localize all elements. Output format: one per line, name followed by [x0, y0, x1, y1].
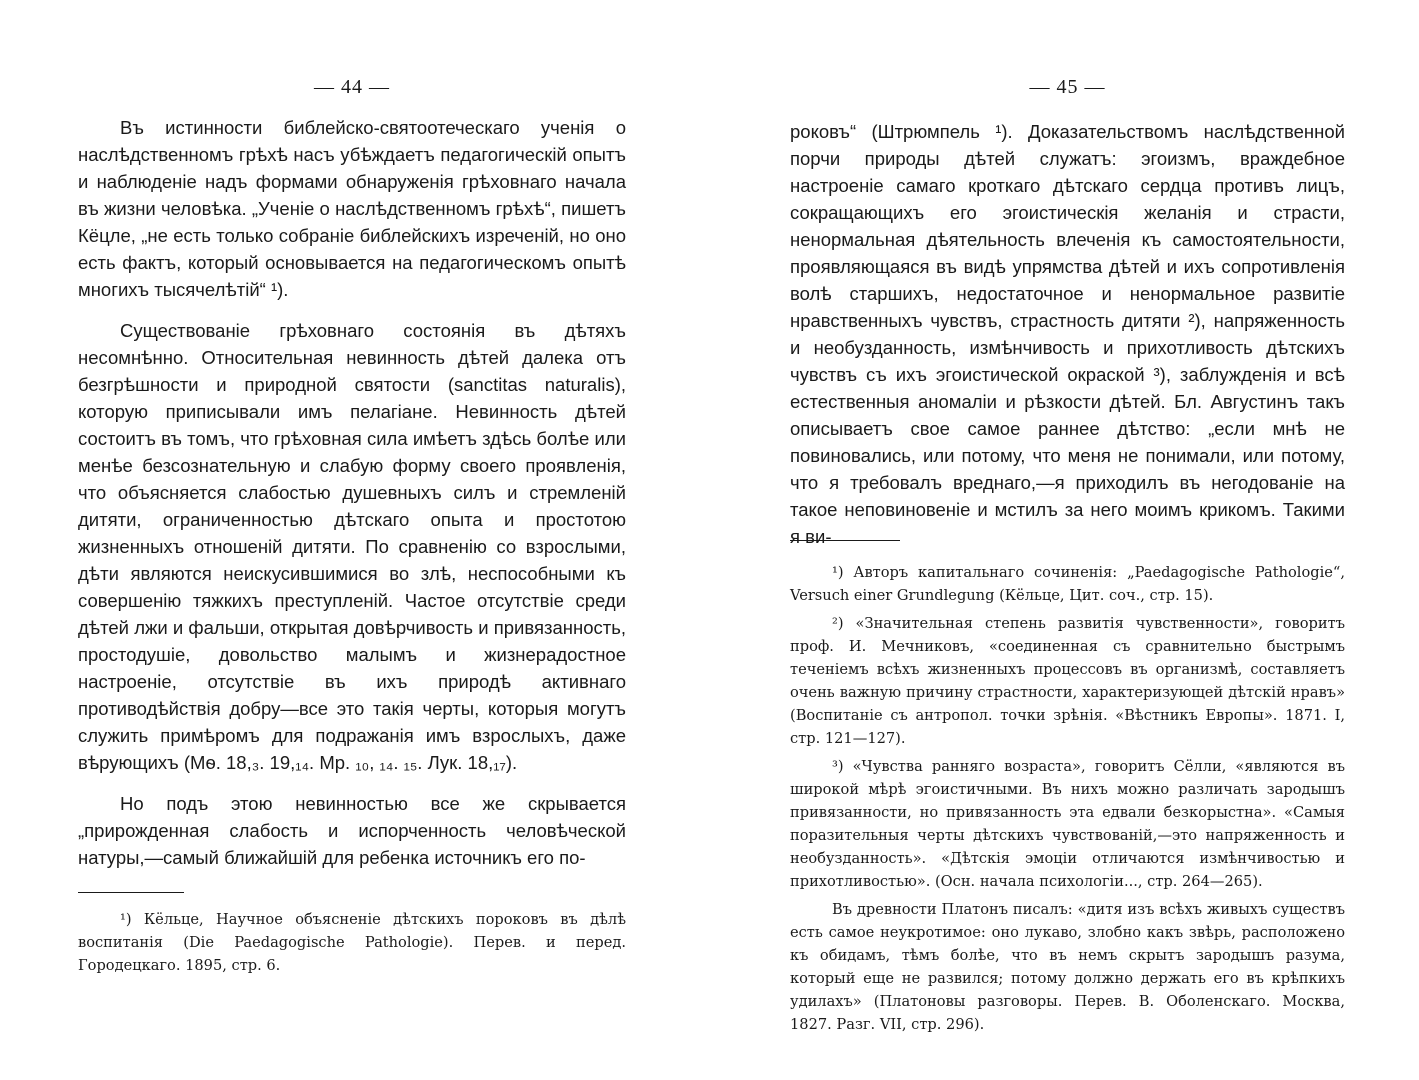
footnote: Въ древности Платонъ писалъ: «дитя изъ всѣхъ живыхъ существъ есть самое неукротимое: оно лукаво, злобно какъ звѣрь, расположено къ обидамъ, тѣмъ болѣе, что въ немъ скрытъ зародышъ разума, который еще не развился; потому должно держать его въ крѣпкихъ удилахъ» (Платоновы разговоры. Перев. В. Оболенскаго. Москва, 1827. Разг. VII, стр. 296).	[790, 901, 1345, 1033]
footnote: ²) «Значительная степень развитія чувственности», говоритъ проф. И. Мечниковъ, «соединенная съ сравнительно быстрымъ теченіемъ всѣхъ жизненныхъ процессовъ въ организмѣ, составляетъ очень важную причину страстности, характеризующей дѣтскій нравъ» (Воспитаніе съ антропол. точки зрѣнія. «Вѣстникъ Европы». 1871. I, стр. 121—127).	[790, 615, 1345, 747]
footnote: ³) «Чувства ранняго возраста», говоритъ Сёлли, «являются въ широкой мѣрѣ эгоистичными. Въ нихъ можно различать зародышъ привязанности, но привязанность эта едвали безкорыстна». «Самыя поразительныя черты дѣтскихъ чувствованій,—это напряженность и необузданность». «Дѣтскія эмоціи отличаются измѣнчивостью и прихотливостью». (Осн. начала психологіи..., стр. 264—265).	[790, 758, 1345, 890]
footnote: ¹) Авторъ капитальнаго сочиненія: „Paedagogische Pathologie“, Versuch einer Grundlegung (Кёльце, Цит. соч., стр. 15).	[790, 564, 1345, 604]
page-number: — 44 —	[314, 76, 390, 98]
footnote-divider	[78, 892, 184, 893]
main-text	[790, 118, 1345, 564]
paragraph: Но подъ этою невинностью все же скрывается „прирожденная слабость и испорченность человѣческой натуры,—самый ближайшій для ребенка источникъ его по-	[78, 793, 626, 868]
footnotes	[78, 908, 626, 982]
paragraph: роковъ“ (Штрюмпель ¹). Доказательствомъ наслѣдственной порчи природы дѣтей служатъ: эгоизмъ, враждебное настроеніе самаго кроткаго дѣтскаго сердца противъ лицъ, сокращающихъ его эгоистическія желанія и страсти, ненормальная дѣятельность влеченія къ самостоятельности, проявляющаяся въ видѣ упрямства дѣтей и ихъ сопротивленія волѣ старшихъ, недостаточное и ненормальное развитіе нравственныхъ чувствъ, страстность дитяти ²), напряженность и необузданность, измѣнчивость и прихотливость дѣтскихъ чувствъ съ ихъ эгоистической окраской ³), заблужденія и всѣ естественныя аномаліи и рѣзкости дѣтей. Бл. Августинъ такъ описываетъ свое самое раннее дѣтство: „если мнѣ не повиновались, или потому, что меня не понимали, или потому, что я требовалъ вреднаго,—я приходилъ въ негодованіе на такое неповиновеніе и мстилъ за него моимъ крикомъ. Такими я ви-	[790, 121, 1345, 547]
footnote: ¹) Кёльце, Научное объясненіе дѣтскихъ пороковъ въ дѣлѣ воспитанія (Die Paedagogische Pathologie). Перев. и перед. Городецкаго. 1895, стр. 6.	[78, 911, 626, 974]
main-text	[78, 114, 626, 885]
paragraph: Въ истинности библейско-святоотеческаго ученія о наслѣдственномъ грѣхѣ насъ убѣждаетъ педагогическій опытъ и наблюденіе надъ формами обнаруженія грѣховнаго начала въ жизни человѣка. „Ученіе о наслѣдственномъ грѣхѣ“, пишетъ Кёцле, „не есть только собраніе библейскихъ изреченій, но оно есть фактъ, который основывается на педагогическомъ опытѣ многихъ тысячелѣтій“ ¹).	[78, 117, 626, 300]
paragraph: Существованіе грѣховнаго состоянія въ дѣтяхъ несомнѣнно. Относительная невинность дѣтей далека отъ безгрѣшности и природной святости (sanctitas naturalis), которую приписывали имъ пелагіане. Невинность дѣтей состоитъ въ томъ, что грѣховная сила имѣетъ здѣсь болѣе или менѣе безсознательную и слабую форму своего проявленія, что объясняется слабостью душевныхъ силъ и стремленій дитяти, ограниченностью дѣтскаго опыта и простотою жизненныхъ отношеній дитяти. По сравненію со взрослыми, дѣти являются неискусившимися во злѣ, неспособными къ совершенію тяжкихъ преступленій. Частое отсутствіе среди дѣтей лжи и фальши, открытая довѣрчивость и привязанность, простодушіе, довольство малымъ и жизнерадостное настроеніе, отсутствіе въ ихъ природѣ активнаго противодѣйствія добру—все это такія черты, которыя могутъ служить примѣромъ для подражанія имъ взрослыхъ, даже вѣрующихъ (Мѳ. 18,₃. 19,₁₄. Мр. ₁₀, ₁₄. ₁₅. Лук. 18,₁₇).	[78, 320, 626, 773]
page-number: — 45 —	[1029, 76, 1106, 98]
footnotes	[790, 561, 1345, 1041]
footnote-divider	[790, 540, 900, 541]
